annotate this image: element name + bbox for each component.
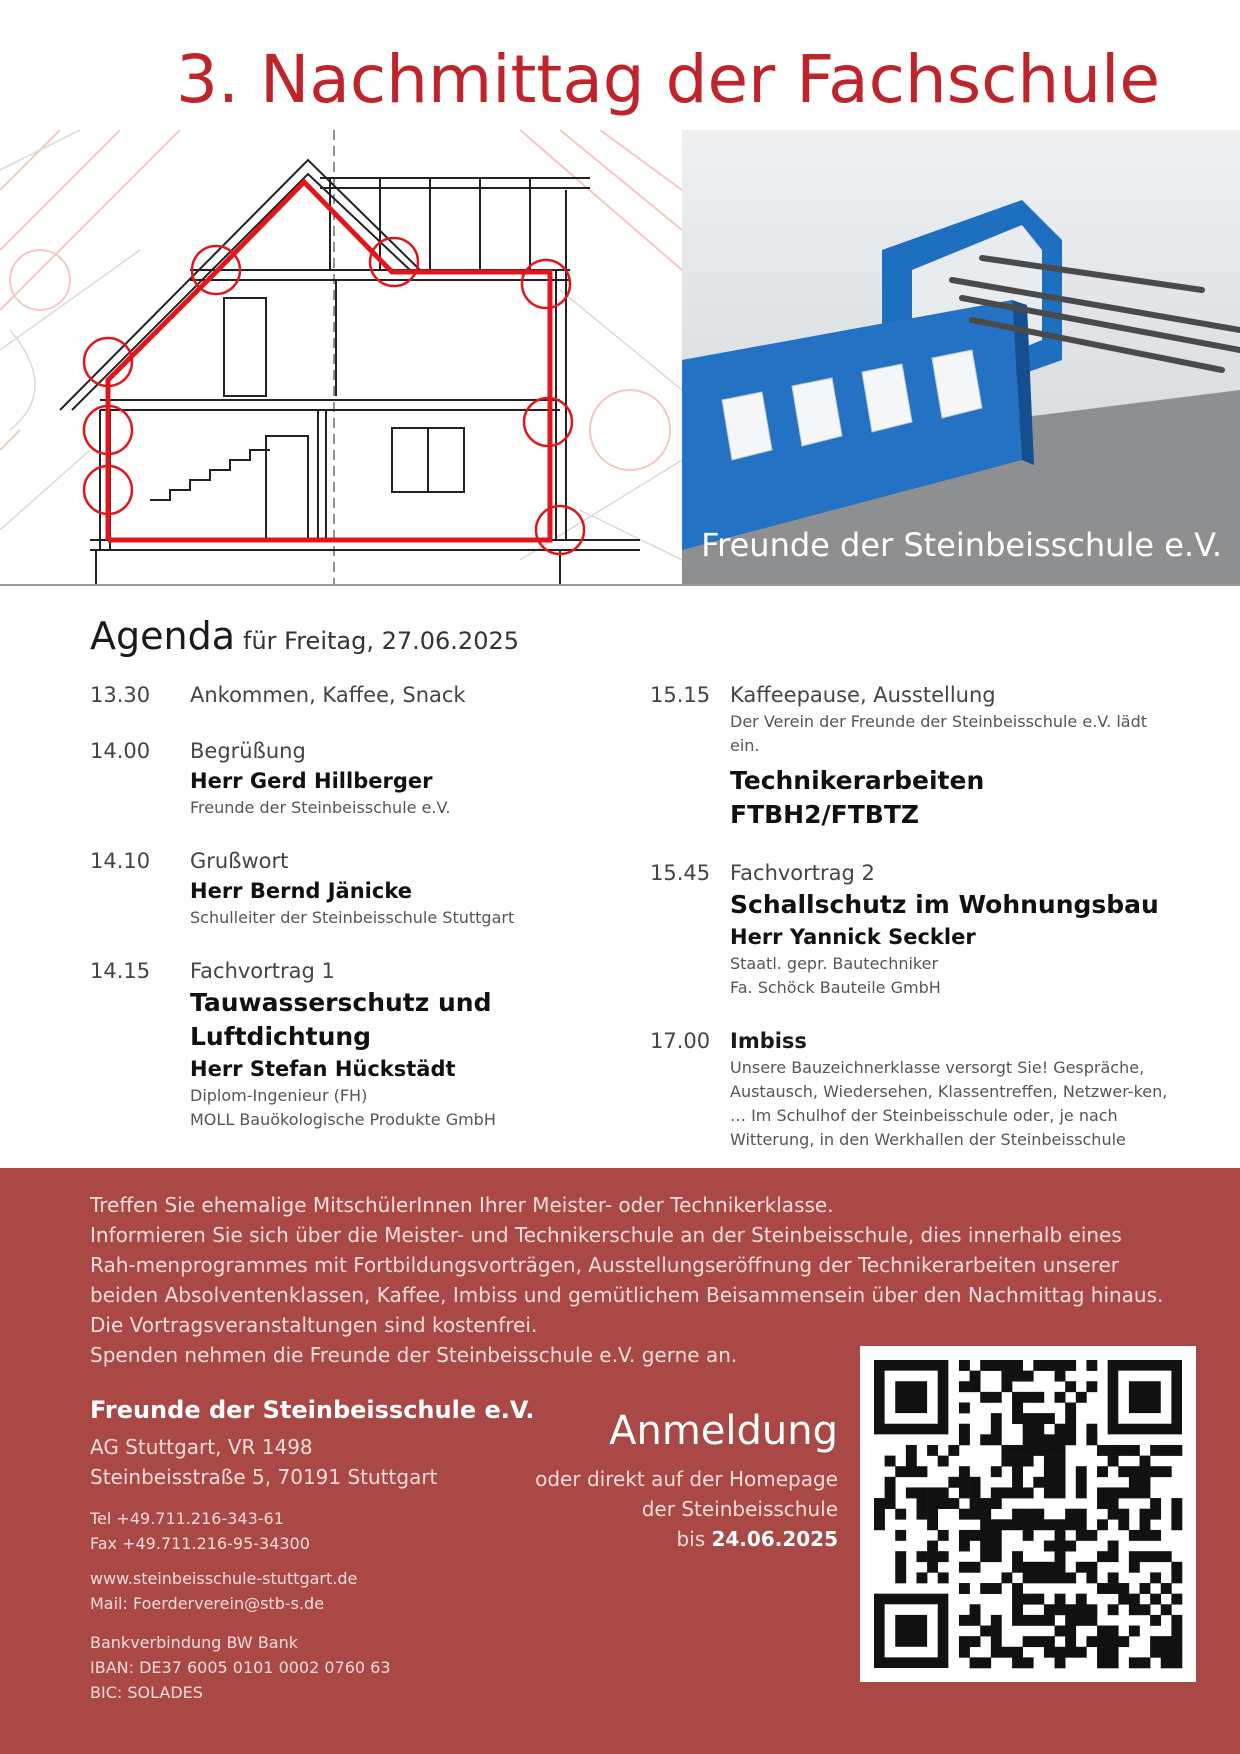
org-address: Steinbeisstraße 5, 70191 Stuttgart <box>90 1465 438 1489</box>
agenda-detail: Fa. Schöck Bauteile GmbH <box>730 978 941 997</box>
fax: Fax +49.711.216-95-34300 <box>90 1534 310 1553</box>
phone-block <box>90 1506 310 1556</box>
agenda-item <box>650 1026 1170 1152</box>
intro-text <box>90 1190 1170 1370</box>
agenda-label: Kaffeepause, Ausstellung <box>730 683 996 707</box>
agenda-item <box>90 846 630 930</box>
agenda-item <box>650 858 1170 1000</box>
agenda-time: 14.00 <box>90 739 151 763</box>
divider <box>0 584 1240 586</box>
agenda-talk-title: Tauwasserschutz und Luftdichtung <box>190 988 492 1051</box>
agenda-time: 14.15 <box>90 959 151 983</box>
phone: Tel +49.711.216-343-61 <box>90 1509 284 1528</box>
registration-deadline: 24.06.2025 <box>711 1527 838 1551</box>
agenda-talk-title: Technikerarbeiten FTBH2/FTBTZ <box>730 766 985 829</box>
registration-line: oder direkt auf der Homepage <box>535 1467 838 1491</box>
agenda-label: Begrüßung <box>190 739 306 763</box>
agenda-detail: Diplom-Ingenieur (FH) <box>190 1086 368 1105</box>
agenda-item <box>650 680 1170 832</box>
intro-line: Treffen Sie ehemalige MitschülerInnen Ihrer Meister- oder Technikerklasse. <box>90 1193 834 1217</box>
agenda-time: 15.45 <box>650 861 711 885</box>
agenda-label: Ankommen, Kaffee, Snack <box>190 683 466 707</box>
web-block <box>90 1566 357 1616</box>
agenda-talk-title: Schallschutz im Wohnungsbau <box>730 890 1159 919</box>
registration-line: der Steinbeisschule <box>641 1497 838 1521</box>
agenda-note: Der Verein der Freunde der Steinbeisschule e.V. lädt ein. <box>730 712 1148 755</box>
product-photo <box>682 130 1240 584</box>
agenda-right-column <box>650 680 1170 1178</box>
agenda-time: 17.00 <box>650 1029 711 1053</box>
agenda-time: 13.30 <box>90 683 151 707</box>
agenda-subtitle: für Freitag, 27.06.2025 <box>243 627 520 655</box>
agenda-left-column <box>90 680 630 1158</box>
agenda-label: Fachvortrag 1 <box>190 959 335 983</box>
agenda-note: Unsere Bauzeichnerklasse versorgt Sie! Gespräche, Austausch, Wiedersehen, Klassentreffen, Netzwer-ken, … Im Schulhof der Steinbeisschule oder, je nach Witterung, in den Werkhallen der Steinbeisschule <box>730 1058 1168 1149</box>
intro-line: Die Vortragsveranstaltungen sind kostenfrei. <box>90 1313 538 1337</box>
website-link[interactable]: www.steinbeisschule-stuttgart.de <box>90 1569 358 1588</box>
registration-deadline-line <box>535 1524 838 1554</box>
agenda-time: 15.15 <box>650 683 711 707</box>
house-section-drawing <box>0 130 682 584</box>
agenda-detail: MOLL Bauökologische Produkte GmbH <box>190 1110 496 1129</box>
iban: IBAN: DE37 6005 0101 0002 0760 63 <box>90 1658 391 1677</box>
org-name: Freunde der Steinbeisschule e.V. <box>90 1396 535 1424</box>
agenda-speaker: Herr Yannick Seckler <box>730 925 976 949</box>
agenda-label: Imbiss <box>730 1029 807 1053</box>
deadline-prefix: bis <box>676 1527 706 1551</box>
bank-block <box>90 1630 391 1705</box>
org-register: AG Stuttgart, VR 1498 <box>90 1435 313 1459</box>
agenda-detail: Staatl. gepr. Bautechniker <box>730 954 939 973</box>
agenda-speaker: Herr Stefan Hückstädt <box>190 1057 456 1081</box>
org-address-block <box>90 1432 437 1492</box>
agenda-heading <box>90 614 519 658</box>
agenda-speaker: Herr Bernd Jänicke <box>190 879 412 903</box>
bic: BIC: SOLADES <box>90 1683 203 1702</box>
intro-line: Spenden nehmen die Freunde der Steinbeisschule e.V. gerne an. <box>90 1343 738 1367</box>
agenda-item <box>90 956 630 1132</box>
agenda-time: 14.10 <box>90 849 151 873</box>
agenda-item <box>90 680 630 710</box>
registration-title: Anmeldung <box>609 1408 838 1454</box>
agenda-detail: Freunde der Steinbeisschule e.V. <box>190 798 451 817</box>
agenda-label: Fachvortrag 2 <box>730 861 875 885</box>
intro-line: Informieren Sie sich über die Meister- und Technikerschule an der Steinbeisschule, dies innerhalb eines Rah-menprogrammes mit Fortbildungsvorträgen, Ausstellungseröffnung der Technikerarbeiten unserer beiden Absolventenklassen, Kaffee, Imbiss und gemütlichem Beisammensein über den Nachmittag hinaus. <box>90 1223 1164 1307</box>
registration-text <box>535 1464 838 1554</box>
image-caption: Freunde der Steinbeisschule e.V. <box>701 526 1222 564</box>
agenda-speaker: Herr Gerd Hillberger <box>190 769 433 793</box>
agenda-detail: Schulleiter der Steinbeisschule Stuttgart <box>190 908 515 927</box>
page-title: 3. Nachmittag der Fachschule <box>176 41 1160 118</box>
bank-name: Bankverbindung BW Bank <box>90 1633 298 1652</box>
qr-code[interactable] <box>860 1346 1196 1682</box>
agenda-item <box>90 736 630 820</box>
agenda-title: Agenda <box>90 614 235 658</box>
agenda-label: Grußwort <box>190 849 289 873</box>
email-link[interactable]: Mail: Foerderverein@stb-s.de <box>90 1594 325 1613</box>
